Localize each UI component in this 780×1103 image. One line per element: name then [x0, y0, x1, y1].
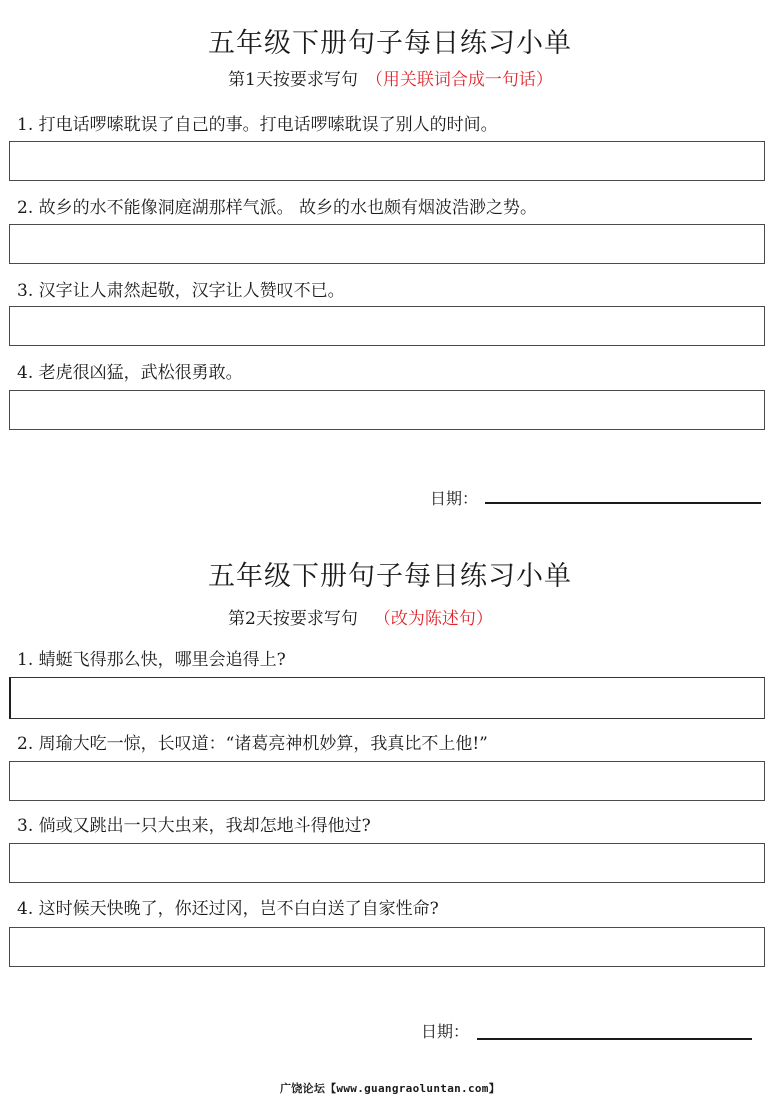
- section1-answer-box-4[interactable]: [9, 390, 765, 430]
- section2-question-3: 3. 倘或又跳出一只大虫来，我却怎地斗得他过?: [17, 816, 371, 836]
- section1-subtitle: [228, 69, 553, 91]
- section1-answer-box-3[interactable]: [9, 306, 765, 346]
- section2-instruction: （改为陈述句）: [373, 609, 493, 629]
- section1-instruction: （用关联词合成一句话）: [365, 70, 553, 90]
- section2-answer-box-2[interactable]: [9, 761, 765, 801]
- section1-day-label: 第1天按要求写句: [228, 70, 358, 90]
- section2-question-4: 4. 这时候天快晚了，你还过冈，岂不白白送了自家性命?: [17, 899, 439, 919]
- section2-subtitle: [228, 608, 493, 630]
- section2-day-label: 第2天按要求写句: [228, 609, 358, 629]
- section1-answer-box-1[interactable]: [9, 141, 765, 181]
- section1-date-label: 日期：: [430, 489, 479, 508]
- section2-question-2: 2. 周瑜大吃一惊，长叹道：“诸葛亮神机妙算，我真比不上他!”: [17, 734, 488, 754]
- section2-title: 五年级下册句子每日练习小单: [208, 561, 572, 592]
- section1-answer-box-2[interactable]: [9, 224, 765, 264]
- section2-date-line[interactable]: [477, 1038, 752, 1040]
- section1-question-4: 4. 老虎很凶猛，武松很勇敢。: [17, 363, 243, 383]
- section2-answer-box-3[interactable]: [9, 843, 765, 883]
- section2-date-label: 日期：: [421, 1022, 470, 1041]
- footer-watermark: 广饶论坛【www.guangraoluntan.com】: [279, 1082, 501, 1095]
- section1-question-3: 3. 汉字让人肃然起敬，汉字让人赞叹不已。: [17, 281, 345, 301]
- section1-title: 五年级下册句子每日练习小单: [208, 28, 572, 59]
- section1-date-line[interactable]: [485, 502, 761, 504]
- section2-question-1: 1. 蜻蜓飞得那么快，哪里会追得上?: [17, 650, 286, 670]
- section2-answer-box-1[interactable]: [9, 677, 765, 719]
- section2-answer-box-4[interactable]: [9, 927, 765, 967]
- section1-question-2: 2. 故乡的水不能像洞庭湖那样气派。 故乡的水也颇有烟波浩渺之势。: [17, 198, 538, 218]
- section1-question-1: 1. 打电话啰嗦耽误了自己的事。打电话啰嗦耽误了别人的时间。: [17, 115, 498, 135]
